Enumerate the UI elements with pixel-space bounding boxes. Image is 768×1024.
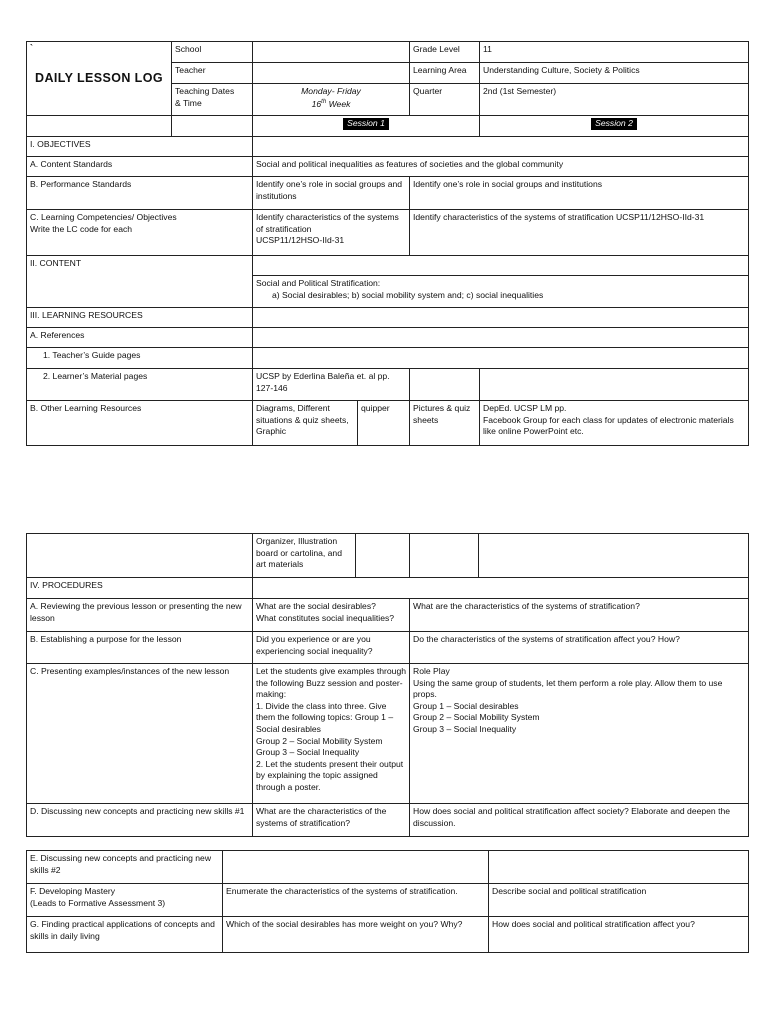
quarter-value[interactable]: 2nd (1st Semester) [480, 84, 749, 116]
grade-value[interactable]: 11 [480, 42, 749, 63]
continued-label-blank [27, 534, 253, 578]
procedure-d-s1[interactable]: What are the characteristics of the systems of stratification? [253, 804, 410, 837]
learners-material-blank[interactable] [410, 369, 480, 401]
dates-label: Teaching Dates & Time [172, 84, 253, 116]
school-value[interactable] [253, 42, 410, 63]
procedure-d-s2[interactable]: How does social and political stratification affect society? Elaborate and deepen the discussion. [410, 804, 749, 837]
procedures-heading: IV. PROCEDURES [27, 578, 253, 599]
objectives-blank [253, 137, 749, 157]
references-label: A. References [27, 328, 253, 348]
lesson-log-table-3 [26, 850, 749, 953]
learners-material-s1[interactable]: UCSP by Ederlina Baleña et. al pp. 127-146 [253, 369, 410, 401]
teacher-value[interactable] [253, 63, 410, 84]
area-value[interactable]: Understanding Culture, Society & Politics [480, 63, 749, 84]
week-suffix: th [321, 98, 327, 105]
continued-blank-2 [356, 534, 410, 578]
learners-material-label: 2. Learner’s Material pages [27, 369, 253, 401]
procedure-b-s2[interactable]: Do the characteristics of the systems of stratification affect you? How? [410, 632, 749, 664]
procedure-a-s1[interactable]: What are the social desirables? What constitutes social inequalities? [253, 599, 410, 632]
week-number: 16 [311, 98, 322, 109]
session-2-header [480, 116, 749, 137]
procedure-f-label: F. Developing Mastery (Leads to Formative Assessment 3) [27, 884, 223, 917]
session-2-label: Session 2 [591, 118, 637, 130]
content-standards-value[interactable]: Social and political inequalities as features of societies and the global community [253, 157, 749, 177]
dates-days: Monday- Friday [301, 86, 361, 96]
procedure-g-s1[interactable]: Which of the social desirables has more weight on you? Why? [223, 917, 489, 953]
procedure-e-label: E. Discussing new concepts and practicing new skills #2 [27, 851, 223, 884]
procedure-c-s1[interactable]: Let the students give examples through the following Buzz session and poster-making: 1. Divide the class into three. Give them the following topics: Group 1 – Social desirables Group 2 – Social Mobility System Group 3 – Social Inequality 2. Let the students present their output by explaining the topic assigned through a poster. [253, 664, 410, 804]
competencies-label: C. Learning Competencies/ Objectives Write the LC code for each [27, 210, 253, 256]
other-resources-c1[interactable]: Diagrams, Different situations & quiz sheets, Graphic [253, 401, 358, 446]
content-blank [253, 256, 749, 276]
grade-label: Grade Level [410, 42, 480, 63]
session-blank-2 [172, 116, 253, 137]
content-topic[interactable] [253, 276, 749, 308]
week-word: Week [328, 98, 351, 109]
resources-heading: III. LEARNING RESOURCES [27, 308, 253, 328]
dates-value[interactable] [253, 84, 410, 116]
session-blank-1 [27, 116, 172, 137]
school-label: School [172, 42, 253, 63]
area-label: Learning Area [410, 63, 480, 84]
page-title-text: DAILY LESSON LOG [35, 71, 163, 86]
lesson-log-table-2 [26, 533, 749, 837]
performance-s1[interactable]: Identify one’s role in social groups and institutions [253, 177, 410, 210]
learners-material-s2[interactable] [480, 369, 749, 401]
content-standards-label: A. Content Standards [27, 157, 253, 177]
teachers-guide-blank[interactable] [253, 348, 749, 369]
procedure-e-s1[interactable] [223, 851, 489, 884]
other-resources-c4[interactable]: DepEd. UCSP LM pp. Facebook Group for each class for updates of electronic materials like online PowerPoint etc. [480, 401, 749, 446]
content-topic-items: a) Social desirables; b) social mobility system and; c) social inequalities [272, 289, 544, 300]
session-1-header [253, 116, 480, 137]
procedure-a-s2[interactable]: What are the characteristics of the systems of stratification? [410, 599, 749, 632]
quarter-label: Quarter [410, 84, 480, 116]
tick-mark: ` [30, 43, 34, 53]
content-heading: II. CONTENT [27, 256, 253, 308]
procedure-g-label: G. Finding practical applications of concepts and skills in daily living [27, 917, 223, 953]
procedure-f-s1[interactable]: Enumerate the characteristics of the systems of stratification. [223, 884, 489, 917]
other-resources-c3[interactable]: Pictures & quiz sheets [410, 401, 480, 446]
procedure-g-s2[interactable]: How does social and political stratification affect you? [489, 917, 749, 953]
teacher-label: Teacher [172, 63, 253, 84]
procedures-blank [253, 578, 749, 599]
competencies-s1[interactable]: Identify characteristics of the systems of stratification UCSP11/12HSO-IId-31 [253, 210, 410, 256]
procedure-a-label: A. Reviewing the previous lesson or presenting the new lesson [27, 599, 253, 632]
performance-standards-label: B. Performance Standards [27, 177, 253, 210]
objectives-heading: I. OBJECTIVES [27, 137, 253, 157]
procedure-f-s2[interactable]: Describe social and political stratification [489, 884, 749, 917]
procedure-c-label: C. Presenting examples/instances of the new lesson [27, 664, 253, 804]
dates-week [256, 98, 406, 110]
other-resources-label: B. Other Learning Resources [27, 401, 253, 446]
resources-blank [253, 308, 749, 328]
competencies-s2[interactable]: Identify characteristics of the systems of stratification UCSP11/12HSO-IId-31 [410, 210, 749, 256]
references-blank [253, 328, 749, 348]
continued-blank-4 [479, 534, 749, 578]
teachers-guide-label: 1. Teacher’s Guide pages [27, 348, 253, 369]
procedure-e-s2[interactable] [489, 851, 749, 884]
continued-blank-3 [410, 534, 479, 578]
performance-s2[interactable]: Identify one’s role in social groups and institutions [410, 177, 749, 210]
lesson-log-table-1 [26, 41, 749, 446]
procedure-b-s1[interactable]: Did you experience or are you experiencing social inequality? [253, 632, 410, 664]
content-topic-title: Social and Political Stratification: [256, 278, 381, 288]
other-resources-c2[interactable]: quipper [358, 401, 410, 446]
page-title [27, 42, 172, 116]
other-resources-c1-cont[interactable]: Organizer, Illustration board or cartolina, and art materials [253, 534, 356, 578]
procedure-d-label: D. Discussing new concepts and practicing new skills #1 [27, 804, 253, 837]
procedure-b-label: B. Establishing a purpose for the lesson [27, 632, 253, 664]
procedure-c-s2[interactable]: Role Play Using the same group of students, let them perform a role play. Allow them to use props. Group 1 – Social desirables Group 2 – Social Mobility System Group 3 – Social Inequality [410, 664, 749, 804]
session-1-label: Session 1 [343, 118, 389, 130]
